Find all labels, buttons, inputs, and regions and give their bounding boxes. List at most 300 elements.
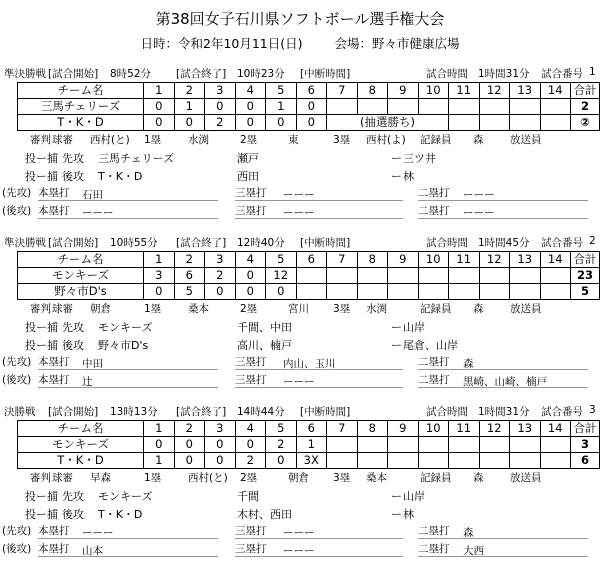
catchers: 山岸	[403, 490, 425, 503]
triple-label: 三塁打	[235, 374, 267, 386]
underline	[418, 538, 588, 539]
duration-label: 試合時間	[426, 237, 468, 249]
game-number: 1	[589, 66, 596, 78]
duration-value: 1時間31分	[478, 406, 530, 418]
inning-score: 1	[296, 437, 327, 453]
start-label: [試合開始]	[48, 68, 99, 80]
battery-team: モンキーズ	[98, 321, 153, 334]
inning-header: 9	[388, 421, 419, 437]
suspend-label: [中断時間]	[300, 406, 351, 418]
team-total: 2	[571, 99, 600, 115]
inning-score: 1	[144, 453, 175, 469]
inning-score	[296, 268, 327, 284]
inning-score	[449, 99, 480, 115]
inning-header: 4	[235, 252, 266, 268]
batting-side-label: (先攻)	[2, 356, 32, 368]
end-time: 14時44分	[237, 406, 285, 418]
inning-score	[540, 268, 571, 284]
team-name: モンキーズ	[18, 268, 144, 284]
inning-score	[540, 453, 571, 469]
battery-label: 投ー捕	[25, 339, 58, 352]
inning-header: 4	[235, 421, 266, 437]
event-date: 日時：令和2年10月11日(日)	[140, 36, 303, 51]
pitchers: 木村、西田	[237, 508, 292, 521]
table-row	[18, 99, 600, 115]
inning-header: 5	[266, 421, 297, 437]
inning-header: 5	[266, 252, 297, 268]
third-base-label: 3塁	[333, 303, 351, 315]
dash: ー	[391, 339, 402, 352]
inning-score: 0	[144, 437, 175, 453]
pitchers: 西田	[237, 170, 259, 183]
suspend-label: [中断時間]	[300, 237, 351, 249]
batting-order-label: 先攻	[62, 321, 84, 334]
inning-header: 2	[174, 252, 205, 268]
score-table	[17, 82, 600, 131]
pitchers: 千間、中田	[237, 321, 292, 334]
inning-score	[357, 99, 388, 115]
inning-score: 12	[266, 268, 297, 284]
plate-umpire: 早森	[90, 472, 111, 484]
inning-score: 0	[205, 453, 236, 469]
inning-header: 1	[144, 421, 175, 437]
inning-score: 0	[235, 99, 266, 115]
inning-score: 5	[174, 284, 205, 300]
inning-header: 12	[479, 83, 510, 99]
inning-score: 0	[144, 99, 175, 115]
game-number: 2	[589, 235, 596, 247]
team-total: 23	[571, 268, 600, 284]
home-run-value: 中田	[82, 358, 103, 370]
team-name-header: チーム名	[18, 83, 144, 99]
double-value: 大西	[463, 545, 484, 557]
double-value: 森	[463, 527, 474, 539]
table-row	[18, 284, 600, 300]
dash: ー	[391, 508, 402, 521]
catchers: 尾倉、山岸	[403, 339, 458, 352]
inning-score: 2	[205, 268, 236, 284]
second-base-umpire: 宮川	[288, 303, 309, 315]
underline	[418, 556, 588, 557]
inning-score	[388, 437, 419, 453]
double-label: 二塁打	[418, 543, 450, 555]
inning-score: 6	[174, 268, 205, 284]
inning-score: 0	[144, 284, 175, 300]
batting-order-label: 先攻	[62, 490, 84, 503]
end-label: [試合終了]	[176, 406, 227, 418]
duration-value: 1時間45分	[478, 237, 530, 249]
inning-header: 1	[144, 252, 175, 268]
double-value: ーーー	[463, 189, 495, 201]
inning-header: 13	[510, 83, 541, 99]
triple-label: 三塁打	[235, 205, 267, 217]
duration-label: 試合時間	[426, 406, 468, 418]
inning-score: 1	[266, 99, 297, 115]
scorer-label: 記録員	[420, 303, 452, 315]
start-time: 8時52分	[110, 68, 152, 80]
suspend-label: [中断時間]	[300, 68, 351, 80]
start-time: 13時13分	[110, 406, 158, 418]
inning-score	[418, 453, 449, 469]
inning-score	[540, 115, 571, 131]
end-time: 10時23分	[237, 68, 285, 80]
first-base-label: 1塁	[144, 303, 162, 315]
inning-header: 14	[540, 252, 571, 268]
third-base-label: 3塁	[333, 472, 351, 484]
inning-score: 0	[205, 284, 236, 300]
scorer: 森	[473, 303, 484, 315]
inning-header: 10	[418, 83, 449, 99]
first-base-label: 1塁	[144, 472, 162, 484]
event-info	[0, 34, 600, 52]
inning-score	[357, 268, 388, 284]
inning-score	[449, 284, 480, 300]
umpire-label: 審判	[30, 303, 51, 315]
table-row	[18, 268, 600, 284]
inning-score	[479, 99, 510, 115]
team-name-header: チーム名	[18, 252, 144, 268]
inning-score: 0	[174, 437, 205, 453]
table-row	[18, 115, 600, 131]
game-round: 準決勝戦	[4, 68, 46, 80]
inning-header: 6	[296, 421, 327, 437]
game-number-label: 試合番号	[541, 68, 583, 80]
inning-score	[479, 437, 510, 453]
catchers: 林	[403, 508, 414, 521]
scorer-label: 記録員	[420, 134, 452, 146]
announcer-label: 放送員	[510, 472, 542, 484]
inning-header: 12	[479, 252, 510, 268]
third-base-umpire: 水渕	[366, 303, 387, 315]
second-base-umpire: 朝倉	[288, 472, 309, 484]
announcer-label: 放送員	[510, 134, 542, 146]
inning-score	[296, 284, 327, 300]
battery-label: 投ー捕	[25, 508, 58, 521]
battery-team: T・K・D	[98, 508, 143, 521]
inning-score	[418, 284, 449, 300]
umpire-label: 審判	[30, 134, 51, 146]
first-base-umpire: 西村(と)	[188, 472, 228, 484]
plate-umpire: 西村(と)	[90, 134, 130, 146]
page-title: 第38回女子石川県ソフトボール選手権大会	[155, 10, 445, 28]
inning-score: 0	[266, 115, 297, 131]
underline	[418, 200, 588, 201]
second-base-umpire: 東	[288, 134, 299, 146]
inning-score	[510, 284, 541, 300]
duration-label: 試合時間	[426, 68, 468, 80]
battery-label: 投ー捕	[25, 152, 58, 165]
inning-score	[510, 268, 541, 284]
double-value: ーーー	[463, 207, 495, 219]
inning-score: 3X	[296, 453, 327, 469]
batting-order-label: 後攻	[62, 339, 84, 352]
team-total: 3	[571, 437, 600, 453]
inning-score	[540, 437, 571, 453]
triple-label: 三塁打	[235, 543, 267, 555]
announcer-label: 放送員	[510, 303, 542, 315]
underline	[418, 218, 588, 219]
inning-header: 3	[205, 252, 236, 268]
inning-score	[510, 453, 541, 469]
inning-score	[357, 437, 388, 453]
home-run-label: 本塁打	[38, 525, 70, 537]
inning-header: 12	[479, 421, 510, 437]
inning-score: 2	[266, 437, 297, 453]
inning-score: 3	[144, 268, 175, 284]
event-venue: 会場：野々市健康広場	[334, 36, 460, 51]
triple-value: ーーー	[283, 545, 315, 557]
underline	[418, 387, 588, 388]
inning-header: 14	[540, 421, 571, 437]
table-row	[18, 437, 600, 453]
double-label: 二塁打	[418, 374, 450, 386]
scorer: 森	[473, 134, 484, 146]
batting-side-label: (後攻)	[2, 543, 32, 555]
dash: ー	[391, 152, 402, 165]
inning-score	[510, 115, 541, 131]
inning-score	[327, 99, 358, 115]
plate-umpire: 朝倉	[90, 303, 111, 315]
home-run-label: 本塁打	[38, 187, 70, 199]
inning-score	[357, 284, 388, 300]
battery-team: 三馬チェリーズ	[98, 152, 175, 165]
inning-score	[479, 284, 510, 300]
table-row	[18, 453, 600, 469]
underline	[418, 369, 588, 370]
game-number-label: 試合番号	[541, 406, 583, 418]
underline	[235, 538, 403, 539]
dash: ー	[391, 321, 402, 334]
end-label: [試合終了]	[176, 237, 227, 249]
inning-score	[388, 453, 419, 469]
inning-score: 0	[174, 453, 205, 469]
home-run-label: 本塁打	[38, 374, 70, 386]
game-block	[0, 404, 600, 573]
inning-score	[449, 437, 480, 453]
battery-team: T・K・D	[98, 170, 143, 183]
inning-score: 0	[266, 453, 297, 469]
score-table	[17, 251, 600, 300]
game-number: 3	[589, 404, 596, 416]
triple-value: ーーー	[283, 189, 315, 201]
pitchers: 高川、楠戸	[237, 339, 292, 352]
home-run-label: 本塁打	[38, 205, 70, 217]
underline	[235, 556, 403, 557]
home-run-value: 山本	[82, 545, 103, 557]
second-base-label: 2塁	[240, 303, 258, 315]
batting-order-label: 後攻	[62, 170, 84, 183]
underline	[38, 369, 218, 370]
inning-header: 5	[266, 83, 297, 99]
inning-header: 4	[235, 83, 266, 99]
score-header-row	[18, 252, 600, 268]
inning-score	[418, 99, 449, 115]
inning-score	[540, 284, 571, 300]
total-header: 合計	[571, 252, 600, 268]
inning-score	[418, 268, 449, 284]
inning-header: 2	[174, 421, 205, 437]
inning-header: 6	[296, 252, 327, 268]
inning-header: 9	[388, 83, 419, 99]
plate-umpire-label: 球審	[52, 134, 73, 146]
team-name: 三馬チェリーズ	[18, 99, 144, 115]
inning-score: 0	[235, 268, 266, 284]
inning-score: 1	[174, 99, 205, 115]
underline	[38, 387, 218, 388]
inning-score	[510, 99, 541, 115]
inning-header: 10	[418, 421, 449, 437]
home-run-value: 石田	[82, 189, 103, 201]
team-name: T・K・D	[18, 115, 144, 131]
batting-side-label: (後攻)	[2, 374, 32, 386]
inning-header: 13	[510, 421, 541, 437]
team-total: ②	[571, 115, 600, 131]
batting-side-label: (先攻)	[2, 187, 32, 199]
first-base-umpire: 桑本	[188, 303, 209, 315]
total-header: 合計	[571, 421, 600, 437]
batting-side-label: (後攻)	[2, 205, 32, 217]
inning-score	[388, 268, 419, 284]
pitchers: 千間	[237, 490, 259, 503]
double-label: 二塁打	[418, 205, 450, 217]
game-round: 決勝戦	[4, 406, 36, 418]
team-total: 6	[571, 453, 600, 469]
inning-score	[327, 268, 358, 284]
second-base-label: 2塁	[240, 472, 258, 484]
batting-order-label: 先攻	[62, 152, 84, 165]
inning-score	[540, 99, 571, 115]
inning-score	[357, 453, 388, 469]
inning-header: 11	[449, 252, 480, 268]
home-run-value: ーーー	[82, 527, 114, 539]
inning-score	[479, 115, 510, 131]
inning-score	[449, 268, 480, 284]
inning-header: 7	[327, 252, 358, 268]
battery-team: モンキーズ	[98, 490, 153, 503]
catchers: 林	[403, 170, 414, 183]
team-total: 5	[571, 284, 600, 300]
inning-score	[388, 284, 419, 300]
duration-value: 1時間31分	[478, 68, 530, 80]
double-label: 二塁打	[418, 525, 450, 537]
double-label: 二塁打	[418, 356, 450, 368]
umpire-label: 審判	[30, 472, 51, 484]
inning-score: 2	[205, 115, 236, 131]
inning-header: 11	[449, 83, 480, 99]
inning-score: 0	[235, 437, 266, 453]
inning-score	[449, 115, 480, 131]
double-value: 森	[463, 358, 474, 370]
inning-score	[418, 437, 449, 453]
triple-label: 三塁打	[235, 525, 267, 537]
score-header-row	[18, 421, 600, 437]
inning-score	[449, 453, 480, 469]
batting-order-label: 後攻	[62, 508, 84, 521]
triple-value: ーーー	[283, 376, 315, 388]
inning-score: 0	[296, 99, 327, 115]
inning-header: 14	[540, 83, 571, 99]
inning-score	[327, 284, 358, 300]
inning-header: 1	[144, 83, 175, 99]
dash: ー	[391, 170, 402, 183]
home-run-label: 本塁打	[38, 356, 70, 368]
double-label: 二塁打	[418, 187, 450, 199]
start-time: 10時55分	[110, 237, 158, 249]
start-label: [試合開始]	[48, 237, 99, 249]
third-base-umpire: 西村(よ)	[366, 134, 406, 146]
game-block	[0, 235, 600, 404]
underline	[235, 369, 403, 370]
battery-team: 野々市D's	[98, 339, 149, 352]
battery-label: 投ー捕	[25, 170, 58, 183]
inning-header: 7	[327, 421, 358, 437]
end-time: 12時40分	[237, 237, 285, 249]
catchers: 山岸	[403, 321, 425, 334]
underline	[235, 387, 403, 388]
inning-header: 9	[388, 252, 419, 268]
game-block	[0, 66, 600, 235]
team-name-header: チーム名	[18, 421, 144, 437]
inning-header: 6	[296, 83, 327, 99]
inning-header: 7	[327, 83, 358, 99]
battery-label: 投ー捕	[25, 490, 58, 503]
plate-umpire-label: 球審	[52, 303, 73, 315]
third-base-label: 3塁	[333, 134, 351, 146]
inning-header: 3	[205, 421, 236, 437]
game-number-label: 試合番号	[541, 237, 583, 249]
start-label: [試合開始]	[48, 406, 99, 418]
underline	[38, 200, 218, 201]
third-base-umpire: 桑本	[366, 472, 387, 484]
inning-score: 0	[266, 284, 297, 300]
inning-score: 0	[235, 115, 266, 131]
inning-score	[327, 453, 358, 469]
pitchers: 瀬戸	[237, 152, 259, 165]
triple-value: ーーー	[283, 207, 315, 219]
batting-side-label: (先攻)	[2, 525, 32, 537]
scorer: 森	[473, 472, 484, 484]
triple-label: 三塁打	[235, 356, 267, 368]
home-run-value: ーーー	[82, 207, 114, 219]
team-name: T・K・D	[18, 453, 144, 469]
inning-score	[479, 453, 510, 469]
double-value: 黒崎、山崎、楠戸	[463, 376, 547, 388]
inning-score: 0	[296, 115, 327, 131]
inning-score: 2	[235, 453, 266, 469]
home-run-value: 辻	[82, 376, 93, 388]
inning-header: 11	[449, 421, 480, 437]
score-note: (抽選勝ち)	[327, 115, 449, 131]
inning-score: 0	[174, 115, 205, 131]
home-run-label: 本塁打	[38, 543, 70, 555]
inning-header: 13	[510, 252, 541, 268]
score-header-row	[18, 83, 600, 99]
triple-value: ーーー	[283, 527, 315, 539]
underline	[235, 200, 403, 201]
triple-label: 三塁打	[235, 187, 267, 199]
inning-header: 2	[174, 83, 205, 99]
triple-value: 内山、玉川	[283, 358, 336, 370]
underline	[38, 218, 218, 219]
score-table	[17, 420, 600, 469]
inning-header: 8	[357, 421, 388, 437]
inning-score	[510, 437, 541, 453]
inning-header: 10	[418, 252, 449, 268]
scorer-label: 記録員	[420, 472, 452, 484]
battery-label: 投ー捕	[25, 321, 58, 334]
inning-score	[327, 437, 358, 453]
underline	[38, 538, 218, 539]
